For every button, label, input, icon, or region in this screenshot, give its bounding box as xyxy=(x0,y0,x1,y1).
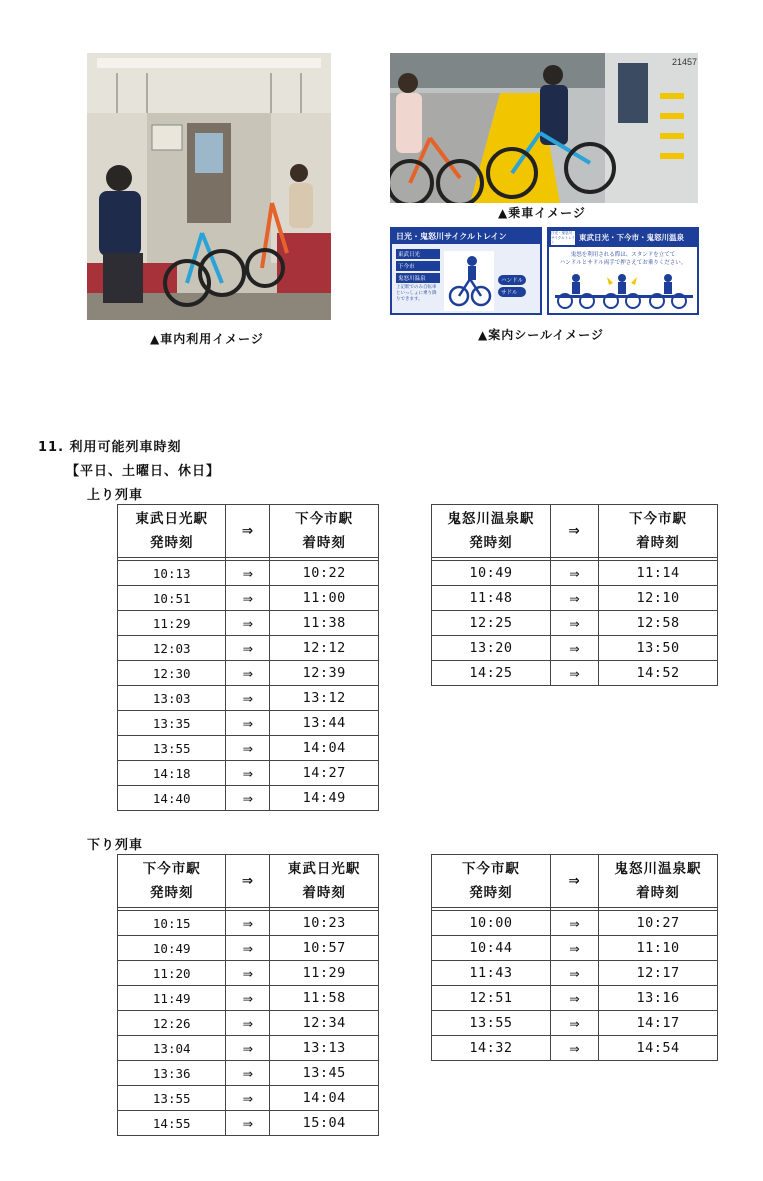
row-arrow: ⇒ xyxy=(226,561,270,586)
arrival-time: 10:57 xyxy=(270,936,379,961)
timetable-down-left xyxy=(117,854,379,1136)
to-station-name: 東武日光駅 xyxy=(287,861,361,877)
departure-time: 12:03 xyxy=(118,636,226,661)
row-arrow: ⇒ xyxy=(550,1036,598,1061)
sticker-badge-handle: ハンドル xyxy=(498,275,526,285)
table-row xyxy=(118,1036,379,1061)
row-arrow: ⇒ xyxy=(550,561,598,586)
table-row xyxy=(118,736,379,761)
departure-time: 11:49 xyxy=(118,986,226,1011)
departure-time: 13:35 xyxy=(118,711,226,736)
to-station-name: 下今市駅 xyxy=(295,511,354,527)
table-row xyxy=(118,911,379,936)
sticker-right-line2: ハンドルとサドル両手で押さえてお乗りください。 xyxy=(559,260,687,266)
row-arrow: ⇒ xyxy=(550,986,598,1011)
arrival-time: 11:00 xyxy=(270,586,379,611)
table-row xyxy=(118,961,379,986)
arrival-time: 13:50 xyxy=(599,636,718,661)
from-station-header xyxy=(118,855,226,908)
row-arrow: ⇒ xyxy=(550,936,598,961)
arrival-label: 着時刻 xyxy=(636,885,680,901)
departure-time: 12:30 xyxy=(118,661,226,686)
table-row xyxy=(432,961,718,986)
table-row xyxy=(432,911,718,936)
arrival-time: 13:44 xyxy=(270,711,379,736)
row-arrow: ⇒ xyxy=(226,1111,270,1136)
direction-arrow: ⇒ xyxy=(550,505,598,558)
to-station-header xyxy=(270,855,379,908)
train-number: 21457 xyxy=(672,57,698,67)
sticker-bike-icon xyxy=(444,251,494,311)
to-station-header xyxy=(270,505,379,558)
arrival-time: 12:17 xyxy=(599,961,718,986)
arrival-label: 着時刻 xyxy=(636,535,680,551)
timetable-down-right xyxy=(431,854,718,1061)
departure-time: 13:55 xyxy=(432,1011,551,1036)
arrival-time: 13:13 xyxy=(270,1036,379,1061)
arrival-label: 着時刻 xyxy=(302,535,346,551)
table-row xyxy=(118,1086,379,1111)
sticker-badge-saddle: サドル xyxy=(498,287,526,297)
row-arrow: ⇒ xyxy=(226,736,270,761)
up-trains-label: 上り列車 xyxy=(87,488,144,503)
sticker-station-1: 東武日光 xyxy=(396,249,440,259)
row-arrow: ⇒ xyxy=(226,1061,270,1086)
to-station-name: 下今市駅 xyxy=(629,511,688,527)
departure-time: 13:03 xyxy=(118,686,226,711)
departure-time: 10:15 xyxy=(118,911,226,936)
departure-time: 14:32 xyxy=(432,1036,551,1061)
row-arrow: ⇒ xyxy=(550,1011,598,1036)
table-row xyxy=(118,1011,379,1036)
arrival-time: 14:17 xyxy=(599,1011,718,1036)
table-row xyxy=(432,561,718,586)
guide-sticker-right xyxy=(547,227,699,315)
departure-label: 発時刻 xyxy=(149,885,194,901)
table-row xyxy=(118,936,379,961)
sticker-left-title: 日光・鬼怒川サイクルトレイン xyxy=(392,229,540,244)
table-row xyxy=(432,611,718,636)
arrival-time: 14:52 xyxy=(599,661,718,686)
row-arrow: ⇒ xyxy=(226,636,270,661)
row-arrow: ⇒ xyxy=(226,911,270,936)
departure-label: 発時刻 xyxy=(149,535,194,551)
sticker-caption: ▲案内シールイメージ xyxy=(478,328,605,342)
from-station-header xyxy=(432,855,551,908)
arrival-time: 12:34 xyxy=(270,1011,379,1036)
row-arrow: ⇒ xyxy=(226,611,270,636)
departure-time: 11:48 xyxy=(432,586,551,611)
row-arrow: ⇒ xyxy=(226,586,270,611)
departure-label: 発時刻 xyxy=(469,535,513,551)
arrival-time: 13:12 xyxy=(270,686,379,711)
row-arrow: ⇒ xyxy=(550,961,598,986)
arrival-time: 12:39 xyxy=(270,661,379,686)
sticker-right-line1: 鬼怒を利用される際は、スタンドを立てて xyxy=(570,252,676,258)
departure-time: 11:43 xyxy=(432,961,551,986)
departure-time: 12:51 xyxy=(432,986,551,1011)
table-row xyxy=(118,986,379,1011)
sticker-left-note: 上記駅でのみ自転車といっしょに乗り降りできます。 xyxy=(396,285,437,302)
arrival-time: 14:27 xyxy=(270,761,379,786)
table-row xyxy=(118,761,379,786)
table-row xyxy=(432,1011,718,1036)
table-row xyxy=(118,586,379,611)
row-arrow: ⇒ xyxy=(226,1036,270,1061)
arrival-time: 14:04 xyxy=(270,736,379,761)
row-arrow: ⇒ xyxy=(550,911,598,936)
arrival-time: 12:10 xyxy=(599,586,718,611)
departure-time: 13:20 xyxy=(432,636,551,661)
table-row xyxy=(432,636,718,661)
row-arrow: ⇒ xyxy=(226,686,270,711)
to-station-header xyxy=(599,505,718,558)
departure-time: 11:20 xyxy=(118,961,226,986)
sticker-station-2: 下今市 xyxy=(396,261,440,271)
timetable-up-left xyxy=(117,504,379,811)
row-arrow: ⇒ xyxy=(550,586,598,611)
table-header-row xyxy=(432,855,718,908)
arrival-time: 14:49 xyxy=(270,786,379,811)
row-arrow: ⇒ xyxy=(226,986,270,1011)
table-row xyxy=(118,1061,379,1086)
sticker-station-3: 鬼怒川温泉 xyxy=(396,273,440,283)
departure-time: 13:36 xyxy=(118,1061,226,1086)
departure-label: 発時刻 xyxy=(469,885,513,901)
to-station-header xyxy=(599,855,718,908)
arrival-time: 11:58 xyxy=(270,986,379,1011)
table-row xyxy=(118,711,379,736)
arrival-time: 14:04 xyxy=(270,1086,379,1111)
to-station-name: 鬼怒川温泉駅 xyxy=(614,861,702,877)
down-trains-label: 下り列車 xyxy=(87,838,144,853)
table-row xyxy=(118,611,379,636)
arrival-time: 10:22 xyxy=(270,561,379,586)
sticker-riders-icon xyxy=(555,273,693,311)
departure-time: 14:55 xyxy=(118,1111,226,1136)
row-arrow: ⇒ xyxy=(226,1086,270,1111)
arrival-time: 11:38 xyxy=(270,611,379,636)
table-row xyxy=(118,636,379,661)
arrival-time: 11:29 xyxy=(270,961,379,986)
table-row xyxy=(118,686,379,711)
row-arrow: ⇒ xyxy=(550,636,598,661)
departure-time: 10:44 xyxy=(432,936,551,961)
row-arrow: ⇒ xyxy=(226,1011,270,1036)
arrival-label: 着時刻 xyxy=(302,885,346,901)
row-arrow: ⇒ xyxy=(550,611,598,636)
table-row xyxy=(118,1111,379,1136)
table-row xyxy=(118,786,379,811)
departure-time: 11:29 xyxy=(118,611,226,636)
direction-arrow: ⇒ xyxy=(226,505,270,558)
arrival-time: 10:23 xyxy=(270,911,379,936)
departure-time: 14:25 xyxy=(432,661,551,686)
table-row xyxy=(118,661,379,686)
from-station-name: 東武日光駅 xyxy=(135,511,208,527)
direction-arrow: ⇒ xyxy=(550,855,598,908)
row-arrow: ⇒ xyxy=(226,961,270,986)
arrival-time: 10:27 xyxy=(599,911,718,936)
table-row xyxy=(432,661,718,686)
departure-time: 14:40 xyxy=(118,786,226,811)
table-header-row xyxy=(432,505,718,558)
guide-sticker-left xyxy=(390,227,542,315)
from-station-header xyxy=(432,505,551,558)
arrival-time: 13:16 xyxy=(599,986,718,1011)
table-row xyxy=(118,561,379,586)
direction-arrow: ⇒ xyxy=(226,855,270,908)
from-station-name: 下今市駅 xyxy=(461,861,520,877)
row-arrow: ⇒ xyxy=(226,661,270,686)
sticker-right-tag: 日光・鬼怒川サイクルトレイン xyxy=(551,231,575,244)
departure-time: 14:18 xyxy=(118,761,226,786)
row-arrow: ⇒ xyxy=(226,761,270,786)
row-arrow: ⇒ xyxy=(550,661,598,686)
table-row xyxy=(432,586,718,611)
from-station-name: 鬼怒川温泉駅 xyxy=(447,511,535,527)
departure-time: 10:51 xyxy=(118,586,226,611)
row-arrow: ⇒ xyxy=(226,711,270,736)
departure-time: 10:49 xyxy=(432,561,551,586)
from-station-header xyxy=(118,505,226,558)
departure-time: 10:13 xyxy=(118,561,226,586)
table-header-row xyxy=(118,505,379,558)
days-label: 【平日、土曜日、休日】 xyxy=(66,464,221,479)
car-interior-caption: ▲車内利用イメージ xyxy=(150,332,264,346)
arrival-time: 14:54 xyxy=(599,1036,718,1061)
departure-time: 10:00 xyxy=(432,911,551,936)
arrival-time: 11:14 xyxy=(599,561,718,586)
from-station-name: 下今市駅 xyxy=(142,861,201,877)
departure-time: 10:49 xyxy=(118,936,226,961)
row-arrow: ⇒ xyxy=(226,786,270,811)
departure-time: 13:04 xyxy=(118,1036,226,1061)
arrival-time: 15:04 xyxy=(270,1111,379,1136)
departure-time: 12:25 xyxy=(432,611,551,636)
departure-time: 13:55 xyxy=(118,1086,226,1111)
departure-time: 12:26 xyxy=(118,1011,226,1036)
section-title: 11. 利用可能列車時刻 xyxy=(38,440,182,455)
table-header-row xyxy=(118,855,379,908)
boarding-caption: ▲乗車イメージ xyxy=(498,206,586,220)
table-row xyxy=(432,1036,718,1061)
arrival-time: 12:58 xyxy=(599,611,718,636)
arrival-time: 12:12 xyxy=(270,636,379,661)
arrival-time: 11:10 xyxy=(599,936,718,961)
arrival-time: 13:45 xyxy=(270,1061,379,1086)
table-row xyxy=(432,936,718,961)
sticker-right-title: 東武日光・下今市・鬼怒川温泉 xyxy=(579,233,684,242)
car-interior-photo xyxy=(87,53,331,320)
table-row xyxy=(432,986,718,1011)
row-arrow: ⇒ xyxy=(226,936,270,961)
boarding-photo xyxy=(390,53,698,203)
departure-time: 13:55 xyxy=(118,736,226,761)
timetable-up-right xyxy=(431,504,718,686)
